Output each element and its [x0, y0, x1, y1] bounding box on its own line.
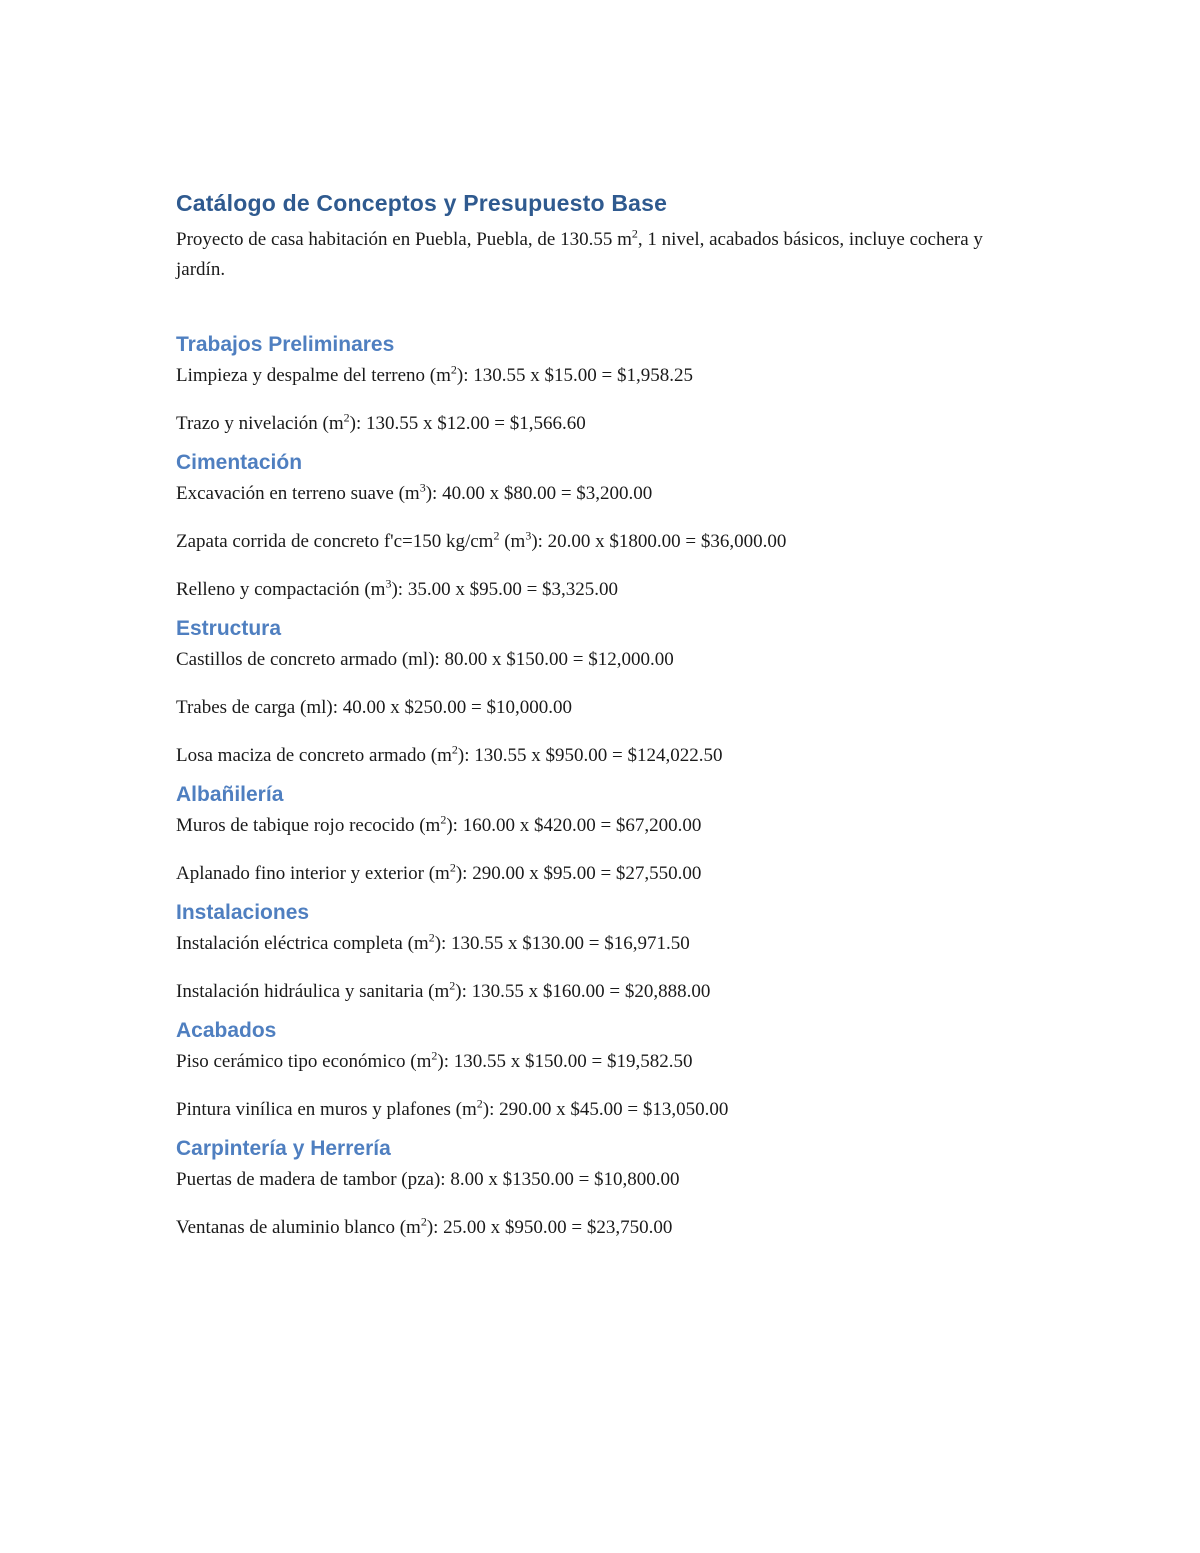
item-amount-text: ): 130.55 x $150.00 = $19,582.50	[437, 1051, 693, 1072]
unit-exponent: 2	[493, 528, 500, 543]
item-text: Muros de tabique rojo recocido (m	[176, 815, 441, 836]
item-amount-text: ): 25.00 x $950.00 = $23,750.00	[426, 1217, 673, 1238]
budget-section	[176, 901, 1036, 1005]
budget-line-item	[176, 695, 1036, 721]
item-amount-text: ): 130.55 x $15.00 = $1,958.25	[456, 365, 693, 386]
unit-exponent: 2	[343, 410, 350, 425]
budget-line-item	[176, 813, 1036, 839]
section-title: Estructura	[176, 617, 282, 640]
unit-exponent: 2	[449, 978, 456, 993]
section-title: Instalaciones	[176, 901, 310, 924]
item-amount-text: ): 130.55 x $950.00 = $124,022.50	[457, 745, 723, 766]
item-text: Excavación en terreno suave (m	[176, 483, 420, 504]
intro-text-start: Proyecto de casa habitación en Puebla, Puebla, de 130.55 m	[176, 229, 632, 250]
intro-text-end: , 1 nivel, acabados básicos, incluye cochera y jardín.	[176, 229, 983, 280]
item-amount-text: ): 130.55 x $160.00 = $20,888.00	[455, 981, 711, 1002]
unit-exponent: 2	[450, 362, 457, 377]
item-text: Instalación hidráulica y sanitaria (m	[176, 981, 450, 1002]
item-text: Ventanas de aluminio blanco (m	[176, 1217, 421, 1238]
budget-line-item	[176, 743, 1036, 769]
budget-line-item	[176, 861, 1036, 887]
unit-exponent: 2	[440, 812, 447, 827]
budget-section	[176, 451, 1036, 603]
item-text: Zapata corrida de concreto f'c=150 kg/cm	[176, 531, 494, 552]
unit-exponent: 2	[476, 1096, 483, 1111]
item-text: Instalación eléctrica completa (m	[176, 933, 429, 954]
budget-line-item	[176, 1167, 1036, 1193]
budget-line-item	[176, 529, 1036, 555]
unit-exponent: 2	[420, 1214, 427, 1229]
item-text: Trabes de carga (ml): 40.00 x $250.00 = $10,000.00	[176, 697, 572, 718]
item-text: Castillos de concreto armado (ml): 80.00 x $150.00 = $12,000.00	[176, 649, 674, 670]
item-amount-text: ): 20.00 x $1800.00 = $36,000.00	[531, 531, 787, 552]
item-text: Limpieza y despalme del terreno (m	[176, 365, 451, 386]
item-text: Relleno y compactación (m	[176, 579, 386, 600]
item-text: Losa maciza de concreto armado (m	[176, 745, 452, 766]
budget-section	[176, 783, 1036, 887]
item-text: Pintura vinílica en muros y plafones (m	[176, 1099, 477, 1120]
section-title: Carpintería y Herrería	[176, 1137, 391, 1160]
unit-exponent: 2	[449, 860, 456, 875]
item-text: Puertas de madera de tambor (pza): 8.00 x $1350.00 = $10,800.00	[176, 1169, 680, 1190]
budget-line-item	[176, 1215, 1036, 1241]
item-amount-text: ): 290.00 x $45.00 = $13,050.00	[482, 1099, 729, 1120]
section-title: Acabados	[176, 1019, 277, 1042]
item-amount-text: ): 130.55 x $12.00 = $1,566.60	[349, 413, 586, 434]
item-text: Trazo y nivelación (m	[176, 413, 344, 434]
section-title: Trabajos Preliminares	[176, 333, 395, 356]
unit-exponent: 2	[431, 1048, 438, 1063]
document-title: Catálogo de Conceptos y Presupuesto Base	[176, 190, 668, 216]
project-description	[176, 225, 996, 285]
budget-line-item	[176, 411, 1036, 437]
item-amount-text: ): 290.00 x $95.00 = $27,550.00	[455, 863, 702, 884]
unit-exponent: 3	[385, 576, 392, 591]
item-amount-text: ): 35.00 x $95.00 = $3,325.00	[391, 579, 619, 600]
budget-section	[176, 617, 1036, 769]
budget-section	[176, 1019, 1036, 1123]
item-text: Aplanado fino interior y exterior (m	[176, 863, 450, 884]
unit-exponent: 2	[428, 930, 435, 945]
budget-line-item	[176, 363, 1036, 389]
budget-line-item	[176, 1049, 1036, 1075]
budget-section	[176, 1137, 1036, 1241]
section-title: Albañilería	[176, 783, 284, 806]
section-title: Cimentación	[176, 451, 303, 474]
item-text: Piso cerámico tipo económico (m	[176, 1051, 432, 1072]
item-amount-text: ): 160.00 x $420.00 = $67,200.00	[446, 815, 702, 836]
item-amount-text: ): 40.00 x $80.00 = $3,200.00	[425, 483, 653, 504]
budget-line-item	[176, 979, 1036, 1005]
unit-exponent: 3	[419, 480, 426, 495]
unit-exponent: 2	[451, 742, 458, 757]
budget-line-item	[176, 1097, 1036, 1123]
budget-line-item	[176, 931, 1036, 957]
budget-line-item	[176, 481, 1036, 507]
budget-section	[176, 333, 1036, 437]
budget-line-item	[176, 577, 1036, 603]
budget-sections	[176, 333, 1036, 1241]
intro-unit-exponent: 2	[631, 226, 638, 241]
unit-exponent: 3	[525, 528, 532, 543]
item-text-middle: (m	[499, 531, 526, 552]
budget-line-item	[176, 647, 1036, 673]
item-amount-text: ): 130.55 x $130.00 = $16,971.50	[434, 933, 690, 954]
document-page	[176, 190, 1036, 1255]
